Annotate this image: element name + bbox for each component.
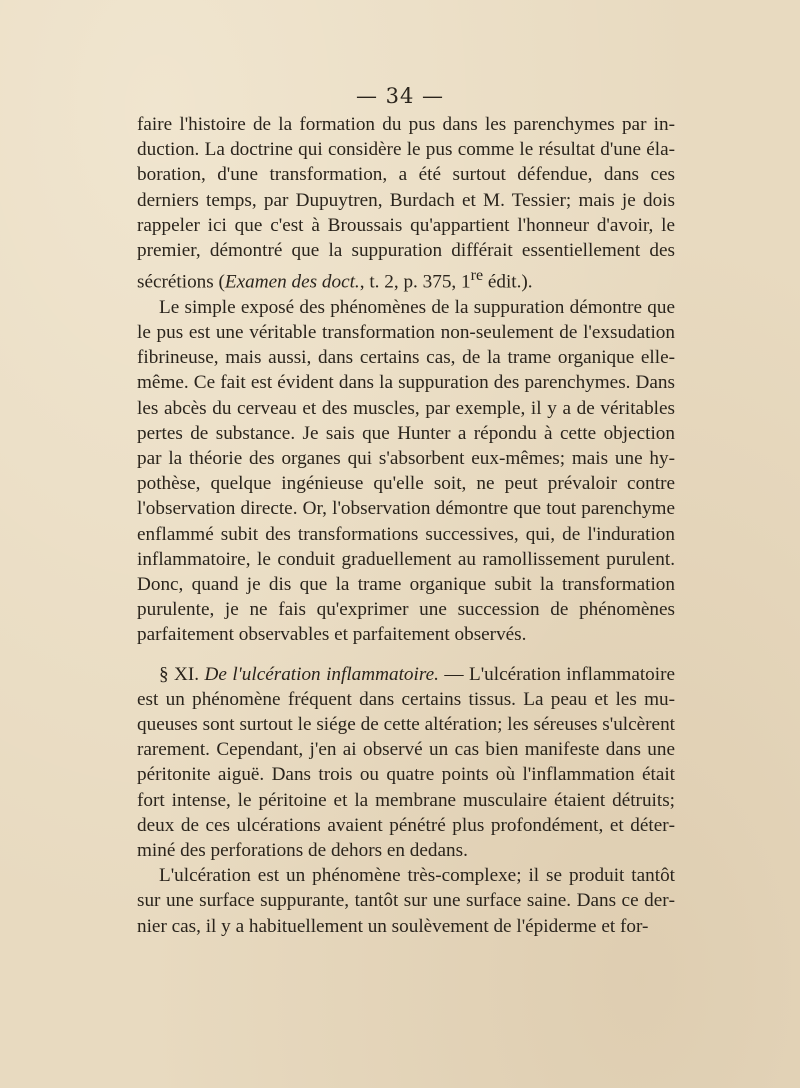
body-text [137, 112, 675, 939]
p3-text: — L'ulcération inflammatoire est un phénomène fréquent dans certains tissus. La peau et les muqueuses sont surtout le siége de cette altération; les séreuses s'ulcèrent rarement. Cependant, j'en ai observé un cas bien manifeste dans une péritonite aiguë. Dans trois ou quatre points où l'inflammation était fort intense, le péritoine et la membrane musculaire étaient détruits; deux de ces ulcérations avaient pénétré plus profondément, et déterminé des perforations de dehors en dedans. [137, 663, 675, 862]
section-number: § XI. [159, 663, 205, 685]
p1-italic-reference: Examen des doct. [224, 271, 360, 293]
section-title: De l'ulcération inflammatoire. [204, 663, 439, 685]
p1-text-after: , t. 2, p. 375, 1 [359, 271, 471, 293]
paragraph-2: Le simple exposé des phénomènes de la suppuration démontre que le pus est une véritable transformation non-seulement de l'exsudation fibrineuse, mais aussi, dans certains cas, de la trame organique elle-même. Ce fait est évident dans la suppuration des parenchymes. Dans les abcès du cerveau et des muscles, par exemple, il y a de véritables pertes de substance. Je sais que Hunter a répondu à cette objection par la théorie des organes qui s'absorbent eux-mêmes; mais une hypothèse, quelque ingénieuse qu'elle soit, ne peut prévaloir contre l'observation directe. Or, l'observation démontre que tout parenchyme enflammé subit des transformations successives, qui, de l'induration inflammatoire, le conduit graduellement au ramollissement purulent. Donc, quand je dis que la trame organique subit la transformation purulente, je ne fais qu'exprimer une succession de phénomènes parfaitement observables et parfaitement observés. [137, 296, 675, 646]
paragraph-3-section-xi [137, 662, 675, 864]
p1-text-before: faire l'histoire de la formation du pus dans les parenchymes par induction. La doctrine qui considère le pus comme le résultat d'une élaboration, d'une transformation, a été surtout défendue, dans ces derniers temps, par Dupuytren, Burdach et M. Tessier; mais je dois rappeler ici que c'est à Broussais qu'appartient l'honneur d'avoir, le premier, démontré que la suppuration différait essentiellement des sécrétions ( [137, 114, 675, 293]
page-number: — 34 — [355, 84, 445, 108]
paragraph-1 [137, 112, 675, 295]
paragraph-4: L'ulcération est un phénomène très-complexe; il se produit tantôt sur une surface suppurante, tantôt sur une surface saine. Dans ce dernier cas, il y a habituellement un soulèvement de l'épiderme et for- [137, 865, 675, 937]
p1-superscript: re [470, 267, 484, 285]
p1-text-end: édit.). [483, 271, 533, 293]
